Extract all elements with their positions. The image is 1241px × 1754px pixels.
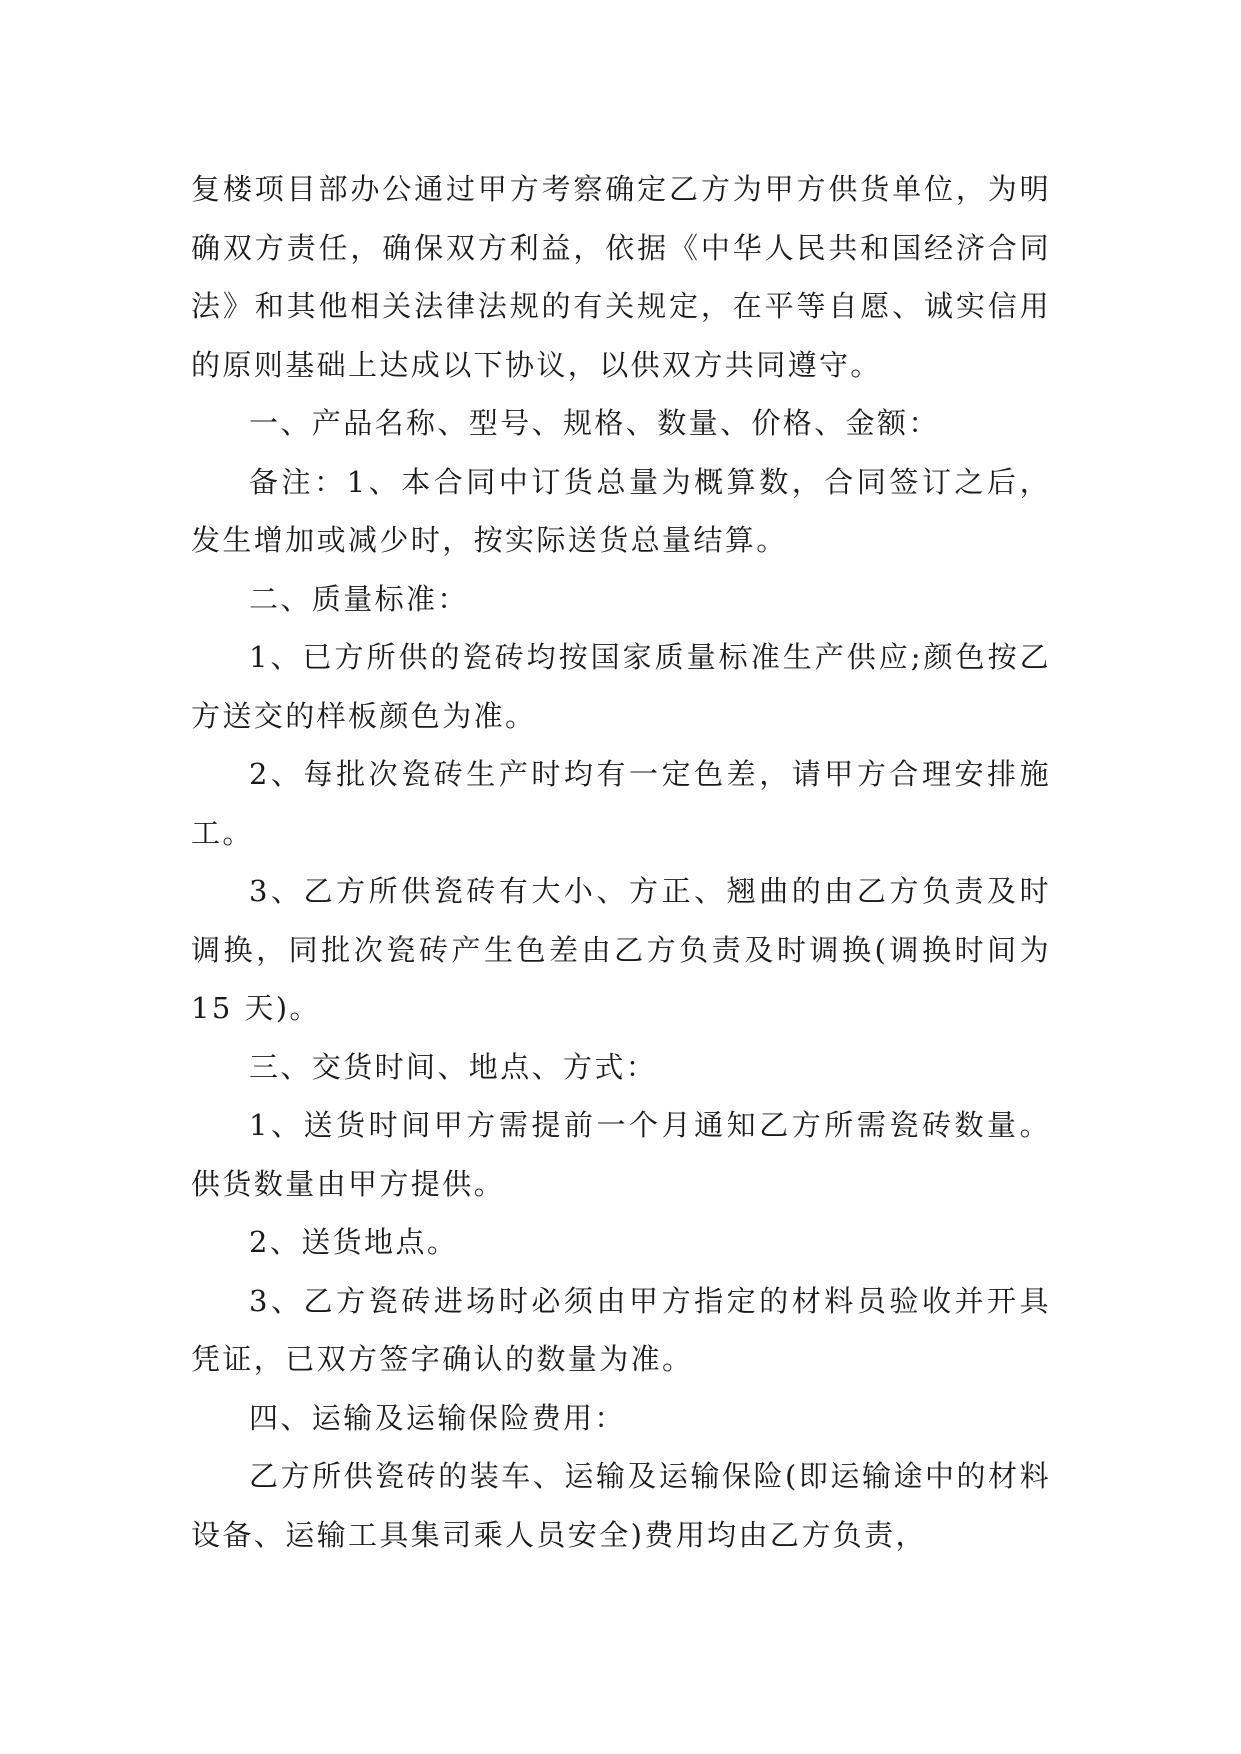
paragraph-delivery-2: 2、送货地点。 [249,1225,459,1259]
paragraph-delivery-1: 1、送货时间甲方需提前一个月通知乙方所需瓷砖数量。供货数量由甲方提供。 [191,1108,1051,1201]
paragraph-quality-2: 2、每批次瓷砖生产时均有一定色差，请甲方合理安排施工。 [191,757,1051,850]
paragraph-delivery-3: 3、乙方瓷砖进场时必须由甲方指定的材料员验收并开具凭证，已双方签字确认的数量为准。 [191,1283,1051,1376]
paragraph-quality-1: 1、已方所供的瓷砖均按国家质量标准生产供应;颜色按乙方送交的样板颜色为准。 [191,640,1051,733]
paragraph-transport: 乙方所供瓷砖的装车、运输及运输保险(即运输途中的材料设备、运输工具集司乘人员安全)费用均由乙方负责， [191,1459,1051,1552]
heading-section-3: 三、交货时间、地点、方式： [249,1049,658,1084]
heading-section-2: 二、质量标准： [249,581,469,616]
heading-section-1: 一、产品名称、型号、规格、数量、价格、金额： [249,406,940,440]
heading-section-4: 四、运输及运输保险费用： [249,1400,626,1435]
paragraph-intro: 复楼项目部办公通过甲方考察确定乙方为甲方供货单位，为明确双方责任，确保双方利益，依据《中华人民共和国经济合同法》和其他相关法律法规的有关规定，在平等自愿、诚实信用的原则基础上达成以下协议，以供双方共同遵守。 [191,172,1051,382]
document-body [191,160,1051,1564]
paragraph-quality-3: 3、乙方所供瓷砖有大小、方正、翘曲的由乙方负责及时调换，同批次瓷砖产生色差由乙方负责及时调换(调换时间为 15 天)。 [191,874,1051,1025]
paragraph-remark: 备注：1、本合同中订货总量为概算数，合同签订之后，发生增加或减少时，按实际送货总量结算。 [191,464,1051,557]
